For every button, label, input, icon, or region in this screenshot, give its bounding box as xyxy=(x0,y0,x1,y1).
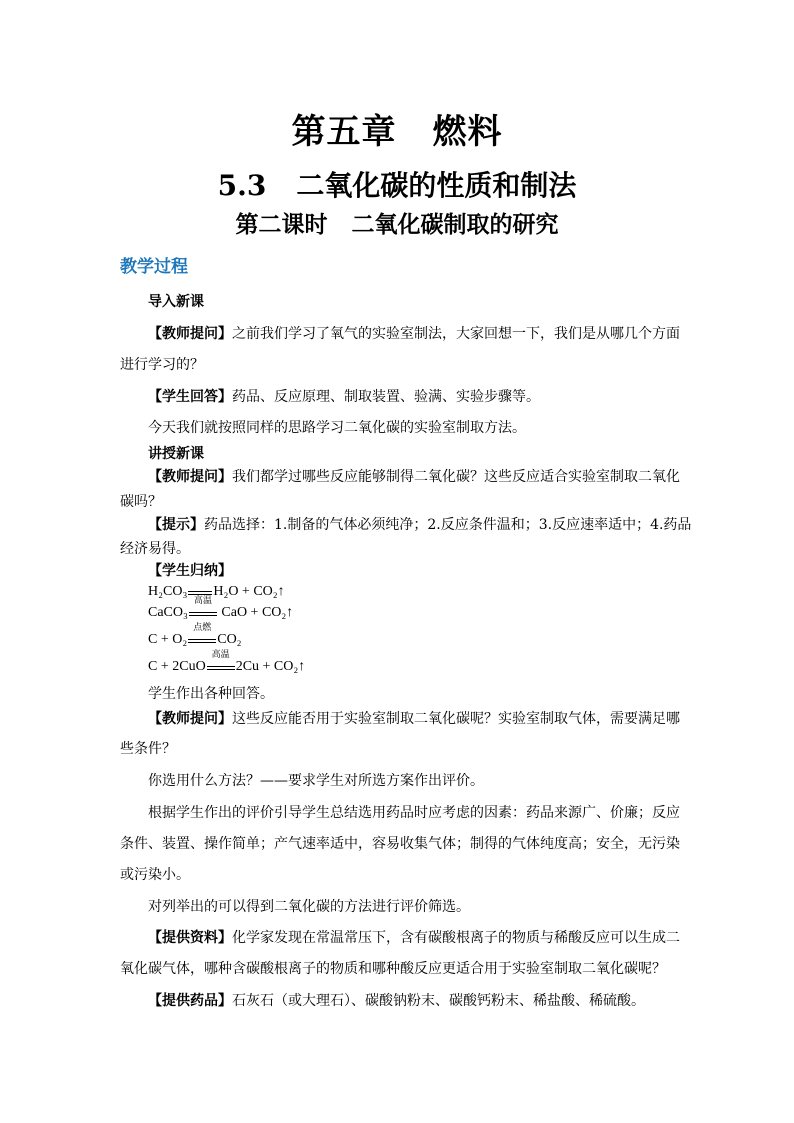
student-answers: 学生作出各种回答。 xyxy=(148,686,274,702)
intro-today: 今天我们就按照同样的思路学习二氧化碳的实验室制取方法。 xyxy=(148,420,526,436)
info-paragraph: 【提供资料】化学家发现在常温常压下，含有碳酸根离子的物质与稀酸反应可以生成二 xyxy=(148,930,680,946)
equation-3: C + O₂ 点燃 CO₂ xyxy=(148,622,242,647)
intro-question: 【教师提问】之前我们学习了氧气的实验室制法，大家回想一下，我们是从哪几个方面 xyxy=(148,326,680,342)
teach-heading: 讲授新课 xyxy=(148,446,204,462)
hint: 【提示】药品选择：1.制备的气体必须纯净；2.反应条件温和；3.反应速率适中；4.药品 xyxy=(148,517,692,533)
teach-question-2-cont: 些条件？ xyxy=(120,741,176,757)
factors-line-3: 或污染小。 xyxy=(120,867,190,883)
filter-paragraph: 对列举出的可以得到二氧化碳的方法进行评价筛选。 xyxy=(148,899,470,915)
drugs-paragraph: 【提供药品】石灰石（或大理石）、碳酸钠粉末、碳酸钙粉末、稀盐酸、稀硫酸。 xyxy=(148,993,645,1009)
intro-question-cont: 进行学习的？ xyxy=(120,357,204,373)
factors-line-2: 条件、装置、操作简单；产气速率适中，容易收集气体；制得的气体纯度高；安全，无污染 xyxy=(120,836,680,852)
lesson-title: 第二课时 二氧化碳制取的研究 xyxy=(235,211,559,238)
student-summary-tag: 【学生归纳】 xyxy=(148,563,232,579)
equation-2: CaCO₃ 高温 CaO + CO₂↑ xyxy=(148,595,294,620)
chapter-title: 第五章 燃料 xyxy=(291,112,503,152)
teach-question-1: 【教师提问】我们都学过哪些反应能够制得二氧化碳？这些反应适合实验室制取二氧化 xyxy=(148,469,680,485)
teach-question-2: 【教师提问】这些反应能否用于实验室制取二氧化碳呢？实验室制取气体，需要满足哪 xyxy=(148,711,680,727)
factors-line-1: 根据学生作出的评价引导学生总结选用药品时应考虑的因素：药品来源广、价廉；反应 xyxy=(148,805,680,821)
equation-1: H₂CO₃ H₂O + CO₂↑ xyxy=(148,584,285,599)
section-heading: 教学过程 xyxy=(120,257,188,277)
method-paragraph: 你选用什么方法？——要求学生对所选方案作出评价。 xyxy=(148,773,484,789)
info-paragraph-cont: 氧化碳气体，哪种含碳酸根离子的物质和哪种酸反应更适合用于实验室制取二氧化碳呢？ xyxy=(120,961,666,977)
hint-cont: 经济易得。 xyxy=(120,541,190,557)
intro-heading: 导入新课 xyxy=(148,294,204,310)
section-title: 5.3 二氧化碳的性质和制法 xyxy=(217,169,577,202)
intro-answer: 【学生回答】药品、反应原理、制取装置、验满、实验步骤等。 xyxy=(148,389,540,405)
teach-question-1-cont: 碳吗？ xyxy=(120,494,162,510)
equation-4: C + 2CuO 高温 2Cu + CO₂↑ xyxy=(148,649,306,674)
